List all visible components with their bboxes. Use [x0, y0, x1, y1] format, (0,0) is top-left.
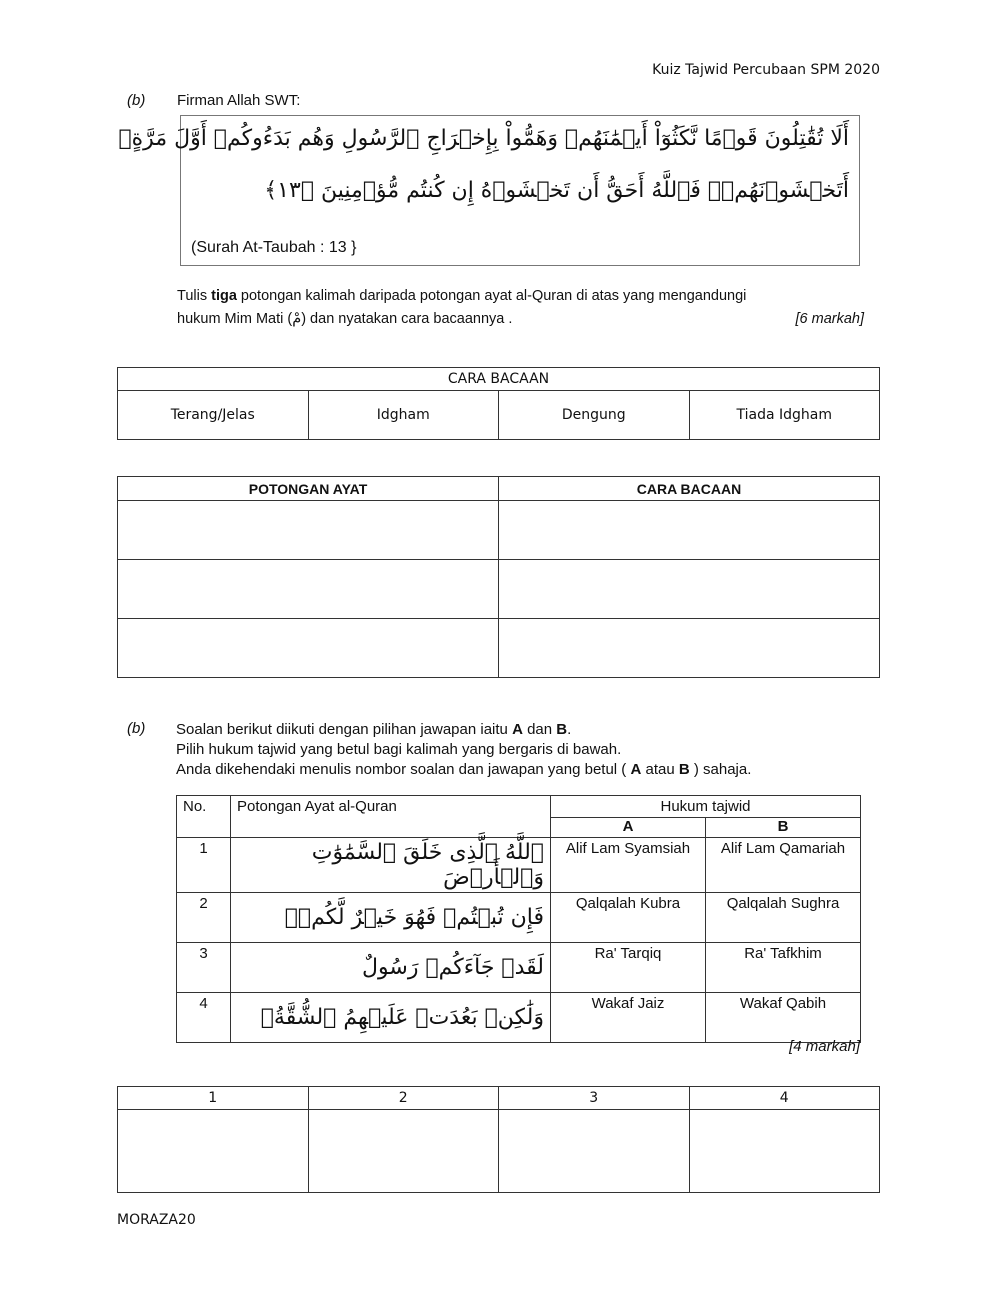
row-no: 2	[177, 893, 231, 943]
option-cell: Terang/Jelas	[118, 391, 309, 440]
final-answer-cell[interactable]	[499, 1110, 690, 1193]
answer-cell[interactable]	[499, 619, 880, 678]
option-b: Alif Lam Qamariah	[706, 838, 861, 893]
surah-reference: (Surah At-Taubah : 13 }	[191, 239, 357, 256]
q2-line-2: Pilih hukum tajwid yang betul bagi kalimah yang bergaris di bawah.	[176, 741, 622, 758]
document-header: Kuiz Tajwid Percubaan SPM 2020	[652, 62, 880, 78]
q2-instructions	[176, 720, 751, 780]
tajwid-table	[176, 795, 861, 1043]
answer-cell[interactable]	[118, 501, 499, 560]
row-no: 1	[177, 838, 231, 893]
option-b: Qalqalah Sughra	[706, 893, 861, 943]
option-b: Ra' Tafkhim	[706, 943, 861, 993]
header-a: A	[551, 818, 706, 838]
ayah-box	[118, 115, 860, 266]
answer-cell[interactable]	[118, 560, 499, 619]
ayah-line-2: أَتَخۡشَوۡنَهُمۡۚ فَٱللَّهُ أَحَقُّ أَن تَخۡشَوۡهُ إِن كُنتُم مُّؤۡمِنِينَ ﴿١٣﴾	[264, 178, 849, 203]
header-potongan-ayat: POTONGAN AYAT	[118, 477, 499, 501]
row-ayat: وَلَٰكِنۢ بَعُدَتۡ عَلَيۡهِمُ ٱلشُّقَّةُۚ	[231, 993, 551, 1043]
final-answer-table	[117, 1086, 880, 1193]
q2-line-3: Anda dikehendaki menulis nombor soalan dan jawapan yang betul ( A atau B ) sahaja.	[176, 761, 752, 778]
cara-bacaan-table	[117, 367, 880, 440]
row-ayat: ٱللَّهُ ٱلَّذِى خَلَقَ ٱلسَّمَٰوَٰتِ وَٱلۡأَرۡضَ	[231, 838, 551, 893]
ayah-line-1: أَلَا تُقَٰتِلُونَ قَوۡمًا نَّكَثُوٓاْ أَيۡمَٰنَهُمۡ وَهَمُّواْ بِإِخۡرَاجِ ٱلرَّسُولِ وَهُم بَدَءُوكُمۡ أَوَّلَ مَرَّةٍۚ	[118, 126, 849, 151]
question-intro: Firman Allah SWT:	[177, 92, 301, 109]
header-ayat: Potongan Ayat al-Quran	[231, 796, 551, 838]
footer-code: MORAZA20	[117, 1212, 196, 1228]
question-label-2: (b)	[127, 720, 146, 737]
option-a: Qalqalah Kubra	[551, 893, 706, 943]
answer-table	[117, 476, 880, 678]
marks-6: [6 markah]	[795, 311, 864, 327]
final-answer-cell[interactable]	[689, 1110, 880, 1193]
option-b: Wakaf Qabih	[706, 993, 861, 1043]
marks-4: [4 markah]	[789, 1038, 860, 1055]
header-no: No.	[177, 796, 231, 838]
row-no: 3	[177, 943, 231, 993]
option-a: Wakaf Jaiz	[551, 993, 706, 1043]
final-header: 4	[689, 1087, 880, 1110]
option-a: Alif Lam Syamsiah	[551, 838, 706, 893]
q2-line-1: Soalan berikut diikuti dengan pilihan jawapan iaitu A dan B.	[176, 721, 572, 738]
header-hukum: Hukum tajwid	[551, 796, 861, 818]
header-cara-bacaan: CARA BACAAN	[499, 477, 880, 501]
answer-cell[interactable]	[118, 619, 499, 678]
final-header: 2	[308, 1087, 499, 1110]
answer-cell[interactable]	[499, 501, 880, 560]
row-ayat: فَإِن تُبۡتُمۡ فَهُوَ خَيۡرٌ لَّكُمۡۖ	[231, 893, 551, 943]
final-header: 1	[118, 1087, 309, 1110]
instruction-line-2: hukum Mim Mati (مْ) dan nyatakan cara bacaannya .	[177, 311, 513, 327]
option-a: Ra' Tarqiq	[551, 943, 706, 993]
row-ayat: لَقَدۡ جَآءَكُمۡ رَسُولٌ	[231, 943, 551, 993]
final-answer-cell[interactable]	[118, 1110, 309, 1193]
final-answer-cell[interactable]	[308, 1110, 499, 1193]
instruction-line-1: Tulis tiga potongan kalimah daripada potongan ayat al-Quran di atas yang mengandungi	[177, 288, 747, 304]
final-header: 3	[499, 1087, 690, 1110]
answer-cell[interactable]	[499, 560, 880, 619]
option-cell: Tiada Idgham	[689, 391, 880, 440]
row-no: 4	[177, 993, 231, 1043]
option-cell: Idgham	[308, 391, 499, 440]
option-cell: Dengung	[499, 391, 690, 440]
header-b: B	[706, 818, 861, 838]
cara-bacaan-title: CARA BACAAN	[118, 368, 880, 391]
question-label: (b)	[127, 92, 146, 109]
